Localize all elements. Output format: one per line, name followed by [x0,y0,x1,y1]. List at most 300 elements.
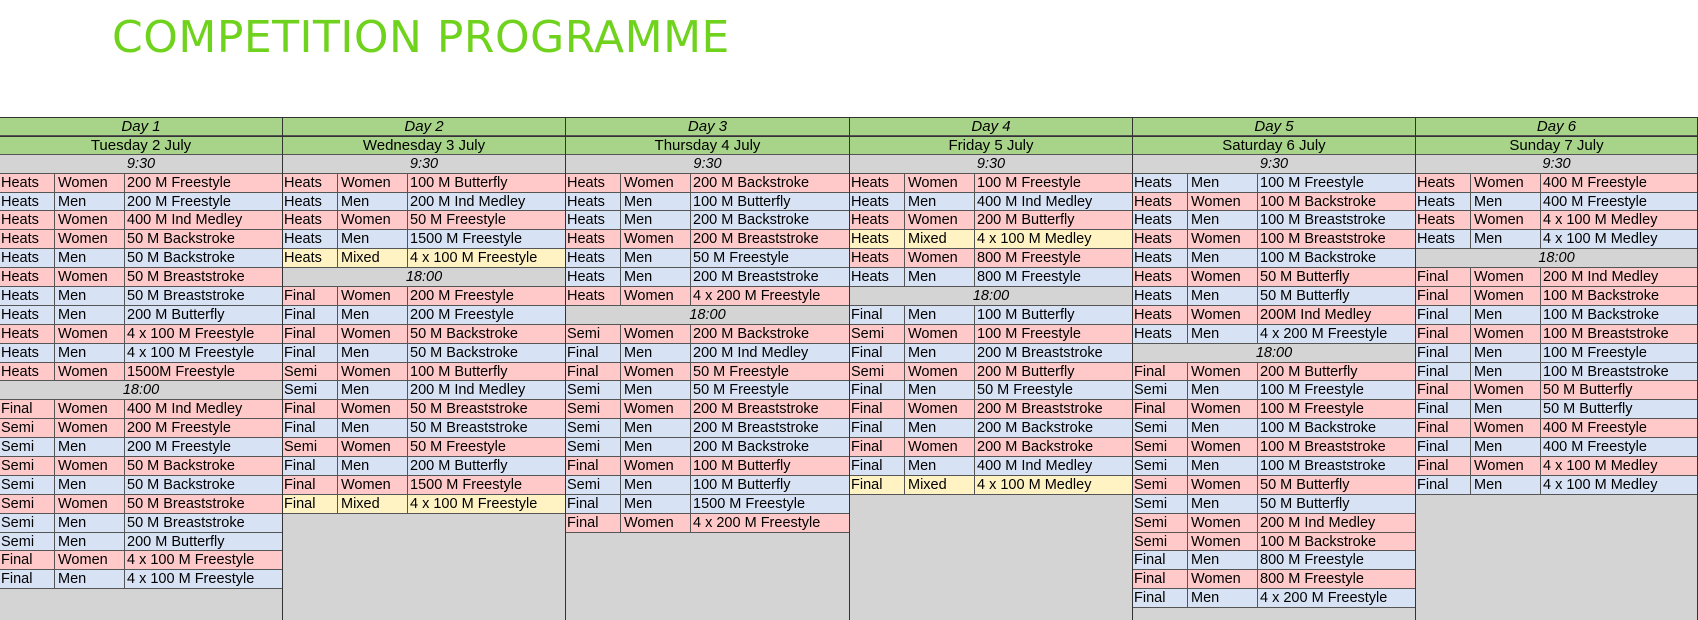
event-row [0,476,282,495]
event-gender: Women [621,457,691,475]
event-name: 4 x 200 M Freestyle [693,514,821,531]
day-date: Saturday 6 July [1133,136,1415,155]
event-gender: Men [55,344,125,362]
event-gender: Women [1188,230,1258,248]
event-row [1133,306,1415,325]
event-row [1133,381,1415,400]
event-row [1133,211,1415,230]
event-gender: Men [1188,457,1258,475]
event-row [850,419,1132,438]
event-name: 4 x 100 M Medley [1543,212,1658,229]
event-name: 800 M Freestyle [977,250,1081,267]
event-gender: Women [1471,381,1541,399]
event-name: 200 M Backstroke [693,439,810,456]
day-column [1133,117,1416,620]
event-gender: Men [621,344,691,362]
event-gender: Men [905,268,975,286]
event-name: 100 M Butterfly [693,193,791,210]
event-gender: Men [55,438,125,456]
event-row [283,419,565,438]
event-name: 200 M Butterfly [1260,363,1358,380]
event-name: 100 M Freestyle [1260,174,1364,191]
event-gender: Women [1188,306,1258,324]
event-gender: Women [338,325,408,343]
event-row [0,344,282,363]
event-gender: Women [1471,287,1541,305]
event-name: 100 M Breaststroke [1260,439,1386,456]
event-round: Semi [0,514,55,532]
event-row [1133,476,1415,495]
event-round: Heats [1133,174,1188,192]
session-time: 18:00 [566,306,849,325]
event-round: Final [283,419,338,437]
event-name: 1500 M Freestyle [410,231,523,248]
event-round: Heats [0,287,55,305]
day-date: Thursday 4 July [566,136,849,155]
day-label: Day 5 [1133,117,1415,136]
event-name: 4 x 100 M Freestyle [127,552,255,569]
event-gender: Women [55,174,125,192]
event-round: Heats [283,249,338,267]
event-gender: Men [621,211,691,229]
event-row [1133,230,1415,249]
event-round: Semi [1133,476,1188,494]
event-gender: Women [338,400,408,418]
event-round: Heats [566,268,621,286]
event-round: Heats [283,230,338,248]
event-name: 100 M Freestyle [1260,382,1364,399]
event-gender: Men [1188,551,1258,569]
event-round: Semi [0,476,55,494]
event-row [1133,249,1415,268]
event-name: 100 M Backstroke [1543,288,1660,305]
event-round: Final [566,344,621,362]
session-time: 9:30 [1133,155,1415,174]
event-row [566,249,849,268]
event-round: Final [566,495,621,513]
event-round: Heats [283,174,338,192]
event-name: 400 M Freestyle [1543,193,1647,210]
event-gender: Women [905,174,975,192]
event-round: Heats [566,230,621,248]
event-row [850,174,1132,193]
event-row [566,193,849,212]
event-round: Semi [283,363,338,381]
event-gender: Women [1188,514,1258,532]
event-name: 200 M Backstroke [977,420,1094,437]
event-round: Semi [1133,533,1188,551]
event-row [566,381,849,400]
event-row [1133,457,1415,476]
event-row [1416,438,1697,457]
event-row [0,570,282,589]
event-name: 200 M Freestyle [127,193,231,210]
event-row [850,381,1132,400]
event-gender: Men [338,457,408,475]
event-row [1133,419,1415,438]
event-round: Heats [0,174,55,192]
event-row [566,363,849,382]
event-round: Heats [850,211,905,229]
event-round: Final [283,457,338,475]
event-row [566,230,849,249]
event-name: 50 M Freestyle [693,250,789,267]
day-column [0,117,283,620]
event-gender: Men [621,249,691,267]
event-row [1416,287,1697,306]
event-gender: Women [55,325,125,343]
event-name: 200 M Ind Medley [410,382,526,399]
event-gender: Women [1188,438,1258,456]
event-name: 1500M Freestyle [127,363,235,380]
event-gender: Men [55,287,125,305]
event-round: Final [566,457,621,475]
event-round: Final [1133,400,1188,418]
event-row [1416,363,1697,382]
event-round: Final [1416,400,1471,418]
event-row [0,325,282,344]
event-name: 50 M Butterfly [1260,476,1350,493]
event-row [0,230,282,249]
event-row [566,476,849,495]
event-round: Heats [1416,193,1471,211]
event-round: Final [283,400,338,418]
event-round: Semi [566,325,621,343]
event-name: 4 x 100 M Medley [1543,476,1658,493]
event-name: 50 M Backstroke [127,458,235,475]
event-name: 100 M Breaststroke [1260,458,1386,475]
event-round: Final [850,476,905,494]
event-round: Final [850,438,905,456]
event-round: Final [566,514,621,532]
event-row [0,363,282,382]
event-gender: Women [338,174,408,192]
event-row [1133,495,1415,514]
event-round: Semi [283,381,338,399]
event-row [566,211,849,230]
event-name: 400 M Ind Medley [127,212,243,229]
event-name: 4 x 100 M Medley [977,476,1092,493]
day-column [566,117,850,620]
day-date: Friday 5 July [850,136,1132,155]
event-round: Final [283,495,338,513]
event-row [283,400,565,419]
day-column [850,117,1133,620]
event-gender: Women [55,230,125,248]
event-name: 50 M Backstroke [127,250,235,267]
event-name: 200 M Freestyle [410,288,514,305]
event-row [0,533,282,552]
event-gender: Men [55,306,125,324]
event-row [850,476,1132,495]
event-row [566,495,849,514]
event-name: 100 M Butterfly [977,306,1075,323]
event-name: 50 M Freestyle [410,212,506,229]
event-name: 4 x 100 M Freestyle [127,571,255,588]
event-name: 50 M Freestyle [693,382,789,399]
event-name: 100 M Breaststroke [1543,363,1669,380]
event-name: 100 M Backstroke [1260,533,1377,550]
event-gender: Men [1188,381,1258,399]
event-name: 200 M Ind Medley [1543,269,1659,286]
event-name: 200 M Freestyle [410,306,514,323]
event-round: Heats [0,249,55,267]
event-round: Heats [1133,268,1188,286]
day-label: Day 6 [1416,117,1697,136]
event-round: Heats [850,268,905,286]
event-gender: Men [338,193,408,211]
event-gender: Men [905,381,975,399]
event-name: 100 M Freestyle [977,325,1081,342]
event-row [0,438,282,457]
event-gender: Men [1471,476,1541,494]
event-round: Semi [1133,381,1188,399]
event-gender: Women [55,363,125,381]
event-name: 200 M Butterfly [410,458,508,475]
event-name: 400 M Ind Medley [127,401,243,418]
event-row [0,193,282,212]
event-row [1416,268,1697,287]
event-row [1133,551,1415,570]
event-gender: Women [338,211,408,229]
event-name: 4 x 100 M Freestyle [127,325,255,342]
event-row [283,325,565,344]
event-row [566,419,849,438]
event-name: 50 M Butterfly [1260,288,1350,305]
event-gender: Women [55,211,125,229]
event-round: Heats [566,287,621,305]
event-gender: Men [1471,193,1541,211]
event-name: 50 M Backstroke [410,344,518,361]
event-round: Final [1416,457,1471,475]
event-round: Final [283,476,338,494]
session-time: 18:00 [850,287,1132,306]
event-row [1416,476,1697,495]
event-gender: Men [1471,438,1541,456]
event-round: Final [283,325,338,343]
event-round: Final [0,551,55,569]
event-gender: Women [55,419,125,437]
event-round: Heats [850,193,905,211]
event-name: 400 M Freestyle [1543,174,1647,191]
event-round: Final [0,570,55,588]
event-gender: Men [1188,174,1258,192]
event-name: 100 M Backstroke [1260,420,1377,437]
event-row [1416,306,1697,325]
event-name: 4 x 100 M Freestyle [410,250,538,267]
event-round: Semi [0,495,55,513]
event-name: 100 M Breaststroke [1543,325,1669,342]
event-name: 100 M Freestyle [1543,344,1647,361]
event-row [0,306,282,325]
event-gender: Women [621,287,691,305]
event-gender: Women [621,363,691,381]
event-gender: Men [1471,400,1541,418]
event-name: 100 M Butterfly [693,458,791,475]
event-round: Final [1133,363,1188,381]
event-gender: Men [1471,230,1541,248]
event-round: Semi [566,476,621,494]
event-gender: Women [905,249,975,267]
event-row [0,268,282,287]
event-round: Final [850,400,905,418]
event-gender: Women [621,230,691,248]
event-name: 200 M Backstroke [693,212,810,229]
session-time: 9:30 [1416,155,1697,174]
event-row [566,344,849,363]
event-row [1133,589,1415,608]
event-round: Semi [1133,514,1188,532]
event-gender: Women [1188,363,1258,381]
event-row [1133,438,1415,457]
event-gender: Women [905,325,975,343]
event-row [850,344,1132,363]
event-gender: Men [621,495,691,513]
event-round: Final [1416,419,1471,437]
event-gender: Mixed [905,230,975,248]
event-gender: Women [1188,533,1258,551]
event-name: 200 M Breaststroke [693,401,819,418]
event-round: Semi [850,363,905,381]
event-round: Final [566,363,621,381]
event-name: 200 M Breaststroke [693,269,819,286]
event-round: Heats [1133,230,1188,248]
event-row [1133,363,1415,382]
event-gender: Men [338,419,408,437]
event-name: 4 x 100 M Medley [977,231,1092,248]
event-gender: Women [621,400,691,418]
event-gender: Men [55,570,125,588]
event-row [0,249,282,268]
event-round: Heats [0,211,55,229]
event-gender: Men [55,514,125,532]
event-round: Semi [566,419,621,437]
event-name: 200M Ind Medley [1260,306,1372,323]
event-name: 400 M Ind Medley [977,193,1093,210]
event-name: 200 M Backstroke [693,174,810,191]
event-round: Semi [1133,438,1188,456]
event-gender: Men [621,438,691,456]
event-name: 200 M Breaststroke [977,401,1103,418]
event-row [850,268,1132,287]
event-gender: Men [1188,249,1258,267]
event-row [0,514,282,533]
event-round: Final [850,381,905,399]
event-name: 50 M Freestyle [693,363,789,380]
event-row [850,306,1132,325]
event-name: 200 M Butterfly [127,306,225,323]
day-column [1416,117,1698,620]
event-row [1416,400,1697,419]
event-gender: Men [1188,211,1258,229]
event-gender: Men [55,249,125,267]
event-name: 200 M Butterfly [977,212,1075,229]
event-gender: Women [621,325,691,343]
event-name: 200 M Breaststroke [693,231,819,248]
event-row [0,495,282,514]
event-round: Semi [850,325,905,343]
event-gender: Men [1471,306,1541,324]
event-gender: Women [338,476,408,494]
event-name: 400 M Freestyle [1543,439,1647,456]
event-name: 1500 M Freestyle [693,495,806,512]
event-row [850,193,1132,212]
event-round: Heats [850,174,905,192]
event-gender: Women [905,400,975,418]
session-time: 9:30 [850,155,1132,174]
event-row [566,268,849,287]
event-round: Final [1416,287,1471,305]
event-gender: Men [1188,287,1258,305]
event-gender: Women [55,400,125,418]
event-gender: Men [621,381,691,399]
event-round: Heats [283,193,338,211]
event-gender: Men [905,419,975,437]
event-name: 100 M Freestyle [977,174,1081,191]
event-name: 800 M Freestyle [977,269,1081,286]
event-gender: Women [1471,325,1541,343]
event-gender: Mixed [338,249,408,267]
event-row [283,306,565,325]
event-gender: Men [55,476,125,494]
event-name: 4 x 100 M Freestyle [127,344,255,361]
event-round: Semi [0,533,55,551]
event-row [0,287,282,306]
day-label: Day 3 [566,117,849,136]
event-name: 100 M Backstroke [1260,250,1377,267]
event-row [850,438,1132,457]
event-gender: Women [55,457,125,475]
event-round: Final [1416,306,1471,324]
event-name: 50 M Freestyle [410,439,506,456]
event-row [0,400,282,419]
event-name: 400 M Freestyle [1543,420,1647,437]
event-row [850,230,1132,249]
event-round: Heats [1133,306,1188,324]
event-round: Final [1416,363,1471,381]
event-round: Final [850,306,905,324]
session-time: 9:30 [283,155,565,174]
event-round: Heats [0,344,55,362]
day-label: Day 1 [0,117,282,136]
event-name: 50 M Butterfly [1260,269,1350,286]
event-name: 100 M Butterfly [693,476,791,493]
event-gender: Women [55,268,125,286]
event-row [566,514,849,533]
event-gender: Men [621,193,691,211]
event-row [283,495,565,514]
event-gender: Men [338,230,408,248]
event-name: 50 M Backstroke [410,325,518,342]
event-row [1133,193,1415,212]
event-name: 4 x 200 M Freestyle [693,288,821,305]
event-name: 100 M Breaststroke [1260,212,1386,229]
day-column [283,117,566,620]
event-name: 800 M Freestyle [1260,552,1364,569]
event-row [283,381,565,400]
event-row [0,174,282,193]
event-row [1416,457,1697,476]
event-name: 50 M Breaststroke [127,495,245,512]
event-name: 100 M Breaststroke [1260,231,1386,248]
event-row [850,363,1132,382]
event-gender: Men [1188,325,1258,343]
session-time: 18:00 [1133,344,1415,363]
event-name: 400 M Ind Medley [977,458,1093,475]
event-round: Final [1133,589,1188,607]
event-gender: Women [621,514,691,532]
event-name: 200 M Backstroke [693,325,810,342]
